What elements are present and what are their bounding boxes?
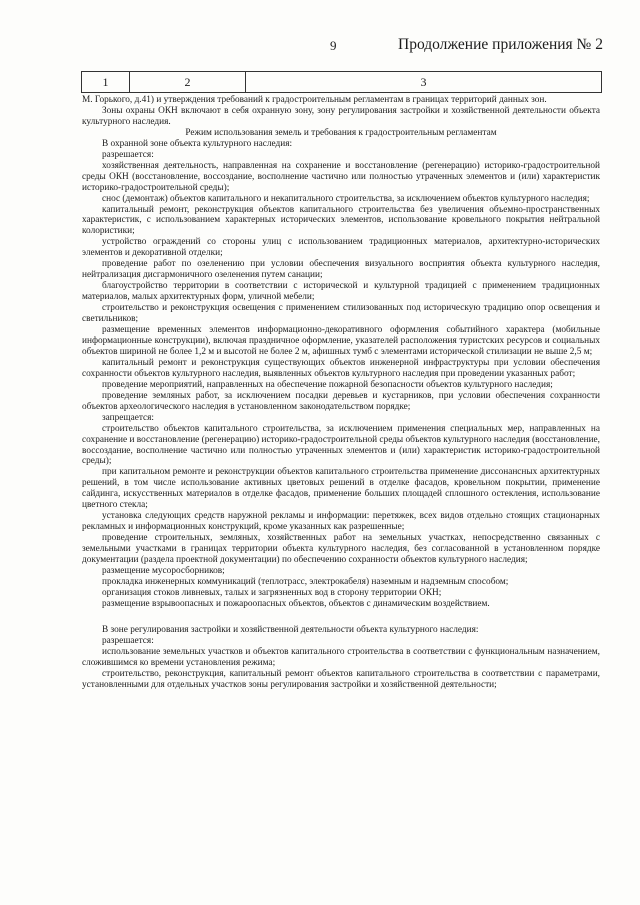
body-paragraph: размещение взрывоопасных и пожароопасных объектов, объектов с динамическим воздействием. — [102, 598, 490, 609]
body-paragraph: проведение строительных, земляных, хозяйственных работ на земельных участках, непосредственно связанных с земельными участками в границах территории объекта культурного наследия, без согласованной в установленном порядке документации (раздела проектной документации) по обеспечению сохранности объектов культурного наследия; — [82, 533, 600, 566]
body-paragraph: строительство объектов капитального строительства, за исключением применения специальных мер, направленных на сохранение и восстановление (регенерацию) историко-градостроительной среды объектов культурного наследия (восстановление, воссоздание, восполнение частично или полностью утраченных элементов и (или) характеристик историко-градостроительной среды); — [82, 423, 600, 467]
body-paragraph: М. Горького, д.41) и утверждения требований к градостроительным регламентам в границах территорий данных зон. — [82, 95, 547, 105]
body-paragraph: разрешается: — [102, 149, 154, 160]
body-paragraph: размещение временных элементов информационно-декоративного оформления событийного характера (мобильные информационные конструкции), включая праздничное оформление, указателей расположения туристских ресурсов и социальных объектов шириной не более 1,2 м и высотой не более 2 м, афишных тумб с элементами исторической стилизации не выше 2,5 м; — [82, 325, 600, 357]
body-paragraph: при капитальном ремонте и реконструкции объектов капитального строительства применение диссонансных архитектурных решений, в том числе использование активных цветовых решений в отделке фасадов, кровельном покрытии, применение сайдинга, искусственных материалов в отделке фасадов, применение больших площадей сплошного остекления, использование цветного стекла; — [82, 467, 600, 511]
body-paragraph: Режим использования земель и требования к градостроительным регламентам — [185, 127, 497, 138]
document-body — [82, 95, 600, 691]
page-header — [0, 36, 640, 58]
body-paragraph: хозяйственная деятельность, направленная на сохранение и восстановление (регенерацию) историко-градостроительной среды ОКН (восстановление, воссоздание, восполнение частично или полностью утраченных элементов и (или) характеристик историко-градостроительной среды); — [82, 160, 600, 193]
body-paragraph: использование земельных участков и объектов капитального строительства в соответствии с функциональным назначением, сложившимся ко времени установления режима; — [82, 646, 600, 668]
body-paragraph: проведение работ по озеленению при условии обеспечения визуального восприятия объекта культурного наследия, нейтрализация дисгармоничного озеленения путем санации; — [82, 259, 600, 281]
body-paragraph: размещение мусоросборников; — [102, 565, 225, 576]
body-paragraph: Зоны охраны ОКН включают в себя охранную зону, зону регулирования застройки и хозяйственной деятельности объекта культурного наследия. — [82, 105, 600, 127]
body-paragraph: капитальный ремонт и реконструкция существующих объектов инженерной инфраструктуры при условии обеспечения сохранности объектов культурного наследия, выявленных объектов культурного наследия при проведении указанных работ; — [82, 357, 600, 379]
page-number: 9 — [330, 38, 337, 53]
column-number-table — [81, 71, 602, 93]
column-number-3: 3 — [246, 72, 602, 93]
body-paragraph: проведение мероприятий, направленных на обеспечение пожарной безопасности объектов культурного наследия; — [102, 379, 553, 390]
body-paragraph: проведение земляных работ, за исключением посадки деревьев и кустарников, при условии обеспечения сохранности объектов археологического наследия в установленном законодательством порядке; — [82, 390, 600, 412]
body-paragraph: В зоне регулирования застройки и хозяйственной деятельности объекта культурного наследия: — [102, 624, 479, 635]
column-number-1: 1 — [82, 72, 130, 93]
body-paragraph: снос (демонтаж) объектов капитального и некапитального строительства, за исключением объектов культурного наследия; — [102, 193, 590, 204]
column-number-row — [82, 72, 602, 93]
body-paragraph: В охранной зоне объекта культурного наследия: — [102, 138, 293, 149]
appendix-title: Продолжение приложения № 2 — [398, 36, 603, 53]
body-paragraph: прокладка инженерных коммуникаций (теплотрасс, электрокабеля) наземным и надземным способом; — [102, 576, 509, 587]
body-paragraph: запрещается: — [102, 412, 154, 423]
body-paragraph: организация стоков ливневых, талых и загрязненных вод в сторону территории ОКН; — [102, 587, 442, 598]
body-paragraph: благоустройство территории в соответствии с исторической и культурной традицией с применением традиционных материалов, малых архитектурных форм, уличной мебели; — [82, 281, 600, 303]
body-paragraph: строительство и реконструкция освещения с применением стилизованных под историческую традицию опор освещения и светильников; — [82, 303, 600, 325]
body-paragraph: строительство, реконструкция, капитальный ремонт объектов капитального строительства в соответствии с параметрами, установленными для отдельных участков зоны регулирования застройки и хозяйственной деятельности; — [82, 668, 600, 690]
body-paragraph: разрешается: — [102, 635, 154, 646]
body-paragraph: установка следующих средств наружной рекламы и информации: перетяжек, всех видов отдельно стоящих стационарных рекламных и информационных конструкций, кроме указанных как разрешенные; — [82, 511, 600, 533]
column-number-2: 2 — [130, 72, 246, 93]
body-paragraph: устройство ограждений со стороны улиц с использованием традиционных материалов, архитектурно-исторических элементов и декоративной отделки; — [82, 237, 600, 259]
body-paragraph: капитальный ремонт, реконструкция объектов капитального строительства без увеличения объемно-пространственных характеристик, с использованием характерных исторических элементов, использование кровельного покрытия нейтральной колористики; — [82, 204, 600, 237]
